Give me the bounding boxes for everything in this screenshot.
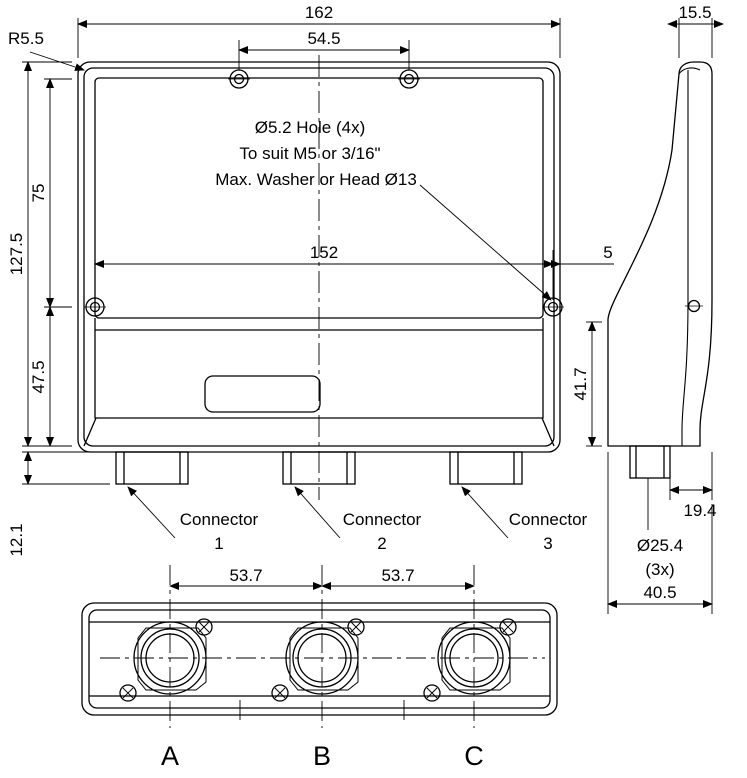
corner-radius-note: R5.5 xyxy=(8,29,44,48)
side-dimension-lines xyxy=(586,18,723,614)
dim-spacing-right: 53.7 xyxy=(381,566,415,585)
connector-letter-a: A xyxy=(160,741,180,771)
dim-hole-spacing-top: 54.5 xyxy=(307,29,341,48)
hole-note-line-3: Max. Washer or Head Ø13 xyxy=(215,170,417,189)
dim-spacing-left: 53.7 xyxy=(229,566,263,585)
bottom-view-outline xyxy=(82,603,557,715)
connector-2-number: 2 xyxy=(377,534,387,553)
bottom-view-centerlines xyxy=(100,565,545,728)
dim-edge-offset: 5 xyxy=(603,243,613,262)
connector-2-label: Connector xyxy=(342,510,422,529)
dim-height-lower: 47.5 xyxy=(29,360,48,394)
bottom-view-connectors xyxy=(120,619,516,701)
dim-side-height: 41.7 xyxy=(571,367,590,401)
dim-connector-quantity: (3x) xyxy=(645,560,675,579)
front-dimension-lines xyxy=(22,18,614,538)
dim-overall-height: 127.5 xyxy=(7,232,26,276)
connector-1-label: Connector xyxy=(179,510,259,529)
connector-3-number: 3 xyxy=(543,534,553,553)
connector-letter-b: B xyxy=(312,741,332,771)
dim-connector-diameter: Ø25.4 xyxy=(636,536,684,555)
dim-boss-width: 19.4 xyxy=(683,501,717,520)
dim-connector-height: 12.1 xyxy=(7,523,26,557)
dim-total-depth: 40.5 xyxy=(643,583,677,602)
hole-note-line-2: To suit M5 or 3/16" xyxy=(239,144,381,163)
dim-side-top-width: 15.5 xyxy=(678,3,712,22)
connector-3-label: Connector xyxy=(508,510,588,529)
connector-1-number: 1 xyxy=(214,534,224,553)
hole-note-line-1: Ø5.2 Hole (4x) xyxy=(254,118,366,137)
side-view-outline xyxy=(608,62,712,478)
connector-letter-c: C xyxy=(464,741,484,771)
dim-overall-width: 162 xyxy=(304,3,334,22)
mounting-holes-front xyxy=(84,70,564,316)
dim-hole-span: 152 xyxy=(309,243,339,262)
dim-height-upper: 75 xyxy=(29,183,48,203)
